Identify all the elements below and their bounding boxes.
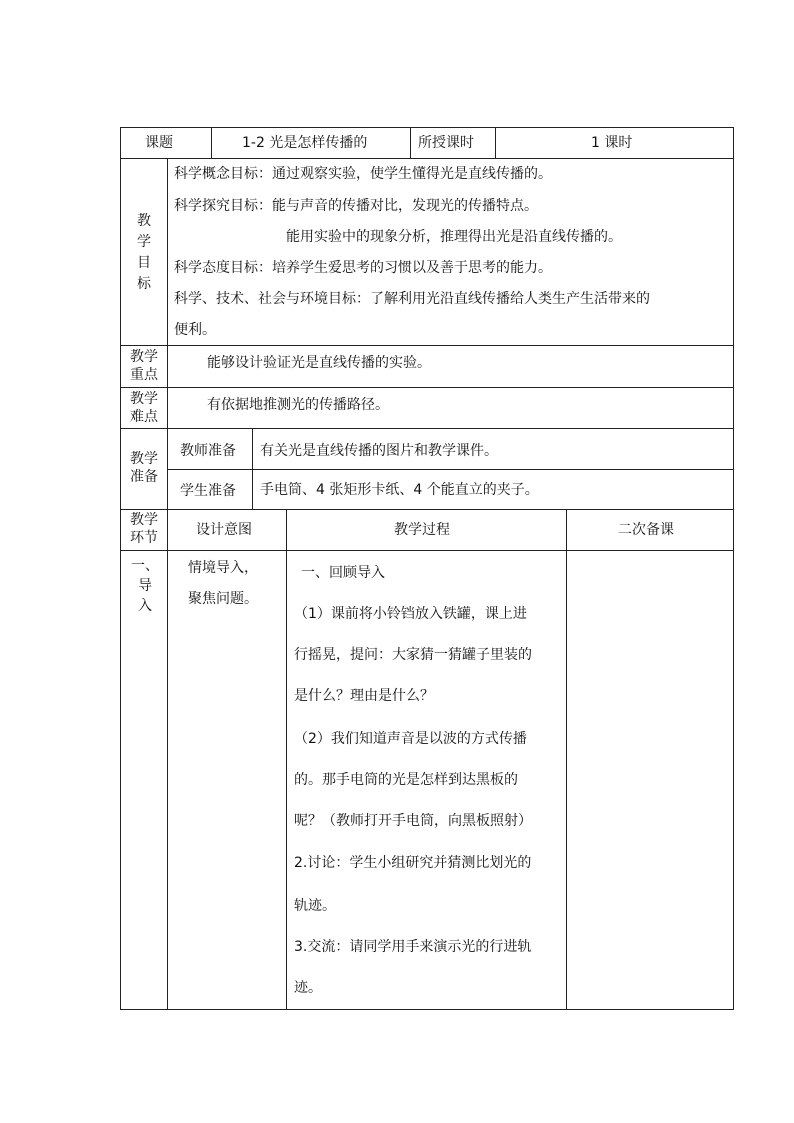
label-column-divider <box>167 158 168 1010</box>
keypoint-label-l1: 教学 <box>130 349 158 365</box>
teacher-prep-text: 有关光是直线传播的图片和教学课件。 <box>260 443 498 459</box>
prep-sub-divider <box>252 428 253 510</box>
stage-header-l2: 环节 <box>130 530 158 546</box>
teacher-prep-label: 教师准备 <box>180 443 236 459</box>
topic-label: 课题 <box>145 135 173 151</box>
table-border-top <box>120 127 734 128</box>
objective-line: 科学探究目标：能与声音的传播对比，发现光的传播特点。 <box>174 198 538 214</box>
prep-label-l2: 准备 <box>130 469 158 485</box>
process-line: 一、回顾导入 <box>301 565 385 581</box>
process-line: 迹。 <box>294 980 322 996</box>
topic-value: 1-2 光是怎样传播的 <box>242 135 368 151</box>
table-border-left <box>120 127 121 1010</box>
process-line: 呢？（教师打开手电筒，向黑板照射） <box>294 813 532 829</box>
process-line: 轨迹。 <box>294 898 336 914</box>
process-divider-1 <box>286 509 287 1010</box>
objectives-label-char: 目 <box>137 255 151 271</box>
header-divider-2 <box>410 127 411 159</box>
objective-line: 能用实验中的现象分析，推理得出光是沿直线传播的。 <box>286 229 622 245</box>
header-divider-3 <box>495 127 496 159</box>
stage1-label-char: 一、 <box>131 558 159 574</box>
stage1-design-l2: 聚焦问题。 <box>188 591 258 607</box>
row-divider-prep <box>120 509 734 510</box>
student-prep-text: 手电筒、4 张矩形卡纸、4 个能直立的夹子。 <box>260 482 539 498</box>
difficulty-label-l1: 教学 <box>130 391 158 407</box>
process-header: 教学过程 <box>394 522 450 538</box>
process-line: （2）我们知道声音是以波的方式传播 <box>294 731 527 747</box>
objectives-label-char: 学 <box>137 234 151 250</box>
difficulty-text: 有依据地推测光的传播路径。 <box>207 397 389 413</box>
design-header: 设计意图 <box>196 522 252 538</box>
stage1-design-l1: 情境导入， <box>188 560 258 576</box>
difficulty-label <box>124 390 164 426</box>
objective-line: 科学态度目标：培养学生爱思考的习惯以及善于思考的能力。 <box>174 260 552 276</box>
stage-header-l1: 教学 <box>130 512 158 528</box>
keypoint-label <box>124 348 164 384</box>
objectives-label-char: 教 <box>137 213 151 229</box>
second-prep-header: 二次备课 <box>618 522 674 538</box>
difficulty-label-l2: 难点 <box>130 409 158 425</box>
row-divider-objectives <box>120 345 734 346</box>
stage1-label <box>128 556 162 616</box>
table-border-bottom <box>120 1009 734 1010</box>
keypoint-label-l2: 重点 <box>130 367 158 383</box>
stage-header <box>124 511 164 547</box>
process-line: 3.交流：请同学用手来演示光的行进轨 <box>294 939 532 955</box>
stage1-label-char: 入 <box>138 598 152 614</box>
stage1-label-char: 导 <box>138 578 152 594</box>
student-prep-label: 学生准备 <box>180 483 236 499</box>
prep-label-l1: 教学 <box>130 451 158 467</box>
process-line: 2.讨论：学生小组研究并猜测比划光的 <box>294 855 532 871</box>
row-divider-process-header <box>120 550 734 551</box>
header-divider-1 <box>211 127 212 159</box>
row-divider-difficulty <box>120 428 734 429</box>
process-line: 是什么？理由是什么？ <box>294 688 434 704</box>
prep-label <box>124 450 164 486</box>
process-line: 行摇晃，提问：大家猜一猜罐子里装的 <box>294 647 532 663</box>
objective-line: 便利。 <box>174 322 216 338</box>
hours-label: 所授课时 <box>418 135 474 151</box>
process-divider-2 <box>566 509 567 1010</box>
row-divider-keypoint <box>120 387 734 388</box>
hours-value: 1 课时 <box>591 135 633 151</box>
table-border-right <box>733 127 734 1010</box>
process-line: （1）课前将小铃铛放入铁罐，课上进 <box>294 606 527 622</box>
process-line: 的。那手电筒的光是怎样到达黑板的 <box>294 772 518 788</box>
objective-line: 科学概念目标：通过观察实验，使学生懂得光是直线传播的。 <box>174 166 552 182</box>
keypoint-text: 能够设计验证光是直线传播的实验。 <box>207 355 431 371</box>
objectives-label-char: 标 <box>137 276 151 292</box>
objective-line: 科学、技术、社会与环境目标：了解利用光沿直线传播给人类生产生活带来的 <box>174 291 650 307</box>
row-divider-header <box>120 158 734 159</box>
